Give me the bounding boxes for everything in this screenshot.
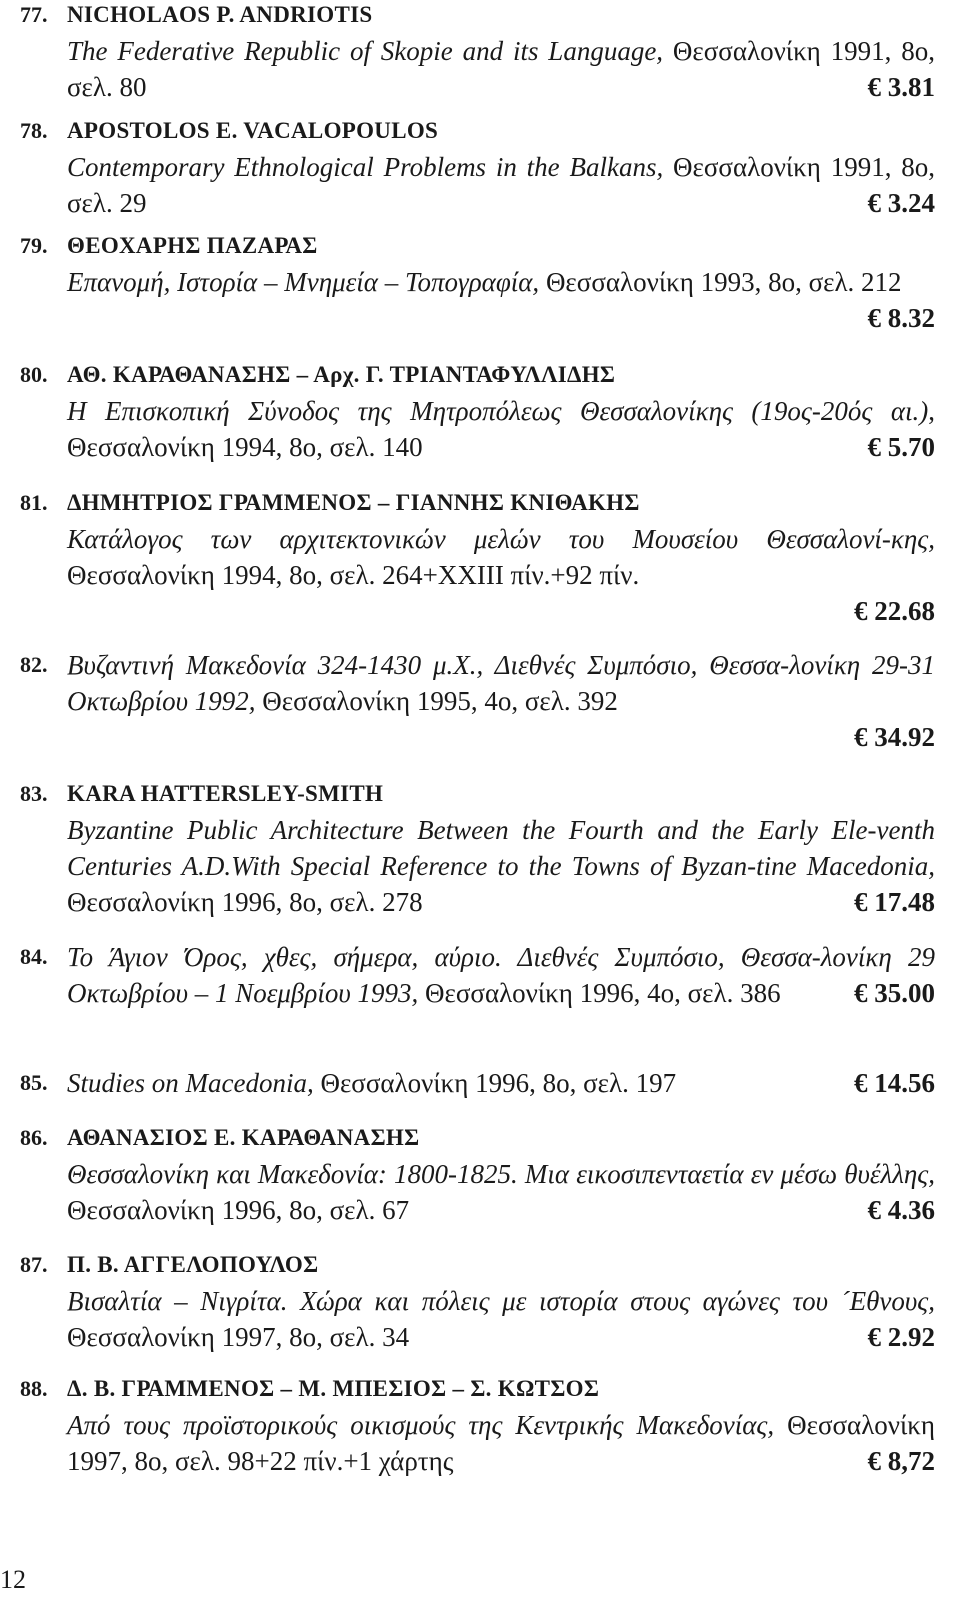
entry-details: Θεσσαλονίκη 1991, 8ο, σελ. 29 xyxy=(67,152,935,218)
catalog-entry-82 xyxy=(20,647,935,755)
entry-price: € 3.81 xyxy=(867,72,935,102)
entry-number: 79. xyxy=(20,233,48,258)
entry-title: The Federative Republic of Skopie and its Language, xyxy=(67,36,664,66)
entry-title: Το Άγιον Όρος, χθες, σήμερα, αύριο. Διεθνές Συμπόσιο, Θεσσα-λονίκη 29 Οκτωβρίου – 1 Νοεμβρίου 1993, xyxy=(67,942,935,1008)
entry-title: Βισαλτία – Νιγρίτα. Χώρα και πόλεις με ιστορία στους αγώνες του ´Εθνους, xyxy=(67,1286,935,1316)
entry-number: 78. xyxy=(20,118,48,143)
entry-title: Επανομή, Ιστορία – Μνημεία – Τοπογραφία, xyxy=(67,267,540,297)
catalog-entry-81 xyxy=(20,485,935,629)
entry-price: € 5.70 xyxy=(867,432,935,462)
entry-description xyxy=(67,33,935,105)
entry-price: € 35.00 xyxy=(854,978,935,1008)
entry-price: € 8,72 xyxy=(867,1446,935,1476)
entry-number: 82. xyxy=(20,652,48,677)
entry-number: 85. xyxy=(20,1070,48,1095)
entry-author: APOSTOLOS E. VACALOPOULOS xyxy=(67,118,439,143)
entry-author: ΑΘΑΝΑΣΙΟΣ Ε. ΚΑΡΑΘΑΝΑΣΗΣ xyxy=(67,1125,420,1150)
catalog-entry-86 xyxy=(20,1120,935,1228)
entry-details: Θεσσαλονίκη 1996, 8ο, σελ. 197 xyxy=(313,1068,677,1098)
entry-number: 88. xyxy=(20,1376,48,1401)
entry-details: Θεσσαλονίκη 1991, 8ο, σελ. 80 xyxy=(67,36,935,102)
page-number: 12 xyxy=(0,1565,26,1594)
entry-details: Θεσσαλονίκη 1997, 8ο, σελ. 98+22 πίν.+1 χάρτης xyxy=(67,1410,935,1476)
entry-number: 86. xyxy=(20,1125,48,1150)
entry-number: 77. xyxy=(20,2,48,27)
entry-number: 80. xyxy=(20,362,48,387)
entry-author: ΘΕΟΧΑΡΗΣ ΠΑΖΑΡΑΣ xyxy=(67,233,318,258)
entry-number: 83. xyxy=(20,781,48,806)
entry-description xyxy=(67,939,935,1011)
entry-description xyxy=(67,647,935,719)
entry-price: € 8.32 xyxy=(867,303,935,333)
entry-author: ΔΗΜΗΤΡΙΟΣ ΓΡΑΜΜΕΝΟΣ – ΓΙΑΝΝΗΣ ΚΝΙΘΑΚΗΣ xyxy=(67,490,640,515)
entry-number: 81. xyxy=(20,490,48,515)
entry-description xyxy=(67,1283,935,1355)
catalog-entry-85 xyxy=(20,1065,935,1101)
entry-title: Byzantine Public Architecture Between the Fourth and the Early Ele-venth Centuries A.D.With Special Reference to the Towns of Byzan-tine Macedonia, xyxy=(67,815,935,881)
entry-details: Θεσσαλονίκη 1995, 4ο, σελ. 392 xyxy=(255,686,618,716)
entry-number: 87. xyxy=(20,1252,48,1277)
catalog-entry-79 xyxy=(20,228,935,336)
entry-title: Θεσσαλονίκη και Μακεδονία: 1800-1825. Μια εικοσιπενταετία εν μέσω θυέλλης, xyxy=(67,1159,935,1189)
entry-details: Θεσσαλονίκη 1994, 8ο, σελ. 264+XXIII πίν.+92 πίν. xyxy=(67,560,640,590)
entry-author: NICHOLAOS P. ANDRIOTIS xyxy=(67,2,373,27)
entry-description xyxy=(67,393,935,465)
entry-details: Θεσσαλονίκη 1996, 8ο, σελ. 67 xyxy=(67,1195,410,1225)
entry-number: 84. xyxy=(20,944,48,969)
entry-title: Contemporary Ethnological Problems in the Balkans, xyxy=(67,152,664,182)
entry-price: € 3.24 xyxy=(867,188,935,218)
entry-title: Studies on Macedonia, xyxy=(67,1068,314,1098)
entry-price: € 17.48 xyxy=(854,887,935,917)
catalog-entry-87 xyxy=(20,1247,935,1355)
entry-description xyxy=(67,812,935,920)
entry-price: € 22.68 xyxy=(854,596,935,626)
entry-price: € 4.36 xyxy=(867,1195,935,1225)
entry-title: Κατάλογος των αρχιτεκτονικών μελών του Μουσείου Θεσσαλονί-κης, xyxy=(67,524,935,554)
entry-author: ΑΘ. ΚΑΡΑΘΑΝΑΣΗΣ – Αρχ. Γ. ΤΡΙΑΝΤΑΦΥΛΛΙΔΗΣ xyxy=(67,362,616,387)
entry-price: € 2.92 xyxy=(867,1322,935,1352)
entry-description xyxy=(67,264,935,333)
entry-title: Η Επισκοπική Σύνοδος της Μητροπόλεως Θεσσαλονίκης (19ος-20ός αι.) xyxy=(67,396,929,426)
entry-author: KARA HATTERSLEY-SMITH xyxy=(67,781,384,806)
entry-author: Π. Β. ΑΓΓΕΛΟΠΟΥΛΟΣ xyxy=(67,1252,319,1277)
entry-title: Από τους προϊστορικούς οικισμούς της Κεντρικής Μακεδονίας, xyxy=(67,1410,775,1440)
catalog-entry-83 xyxy=(20,776,935,920)
entry-price: € 34.92 xyxy=(854,722,935,752)
catalog-entry-78 xyxy=(20,113,935,221)
entry-author: Δ. Β. ΓΡΑΜΜΕΝΟΣ – Μ. ΜΠΕΣΙΟΣ – Σ. ΚΩΤΣΟΣ xyxy=(67,1376,600,1401)
entry-details: Θεσσαλονίκη 1997, 8ο, σελ. 34 xyxy=(67,1322,410,1352)
catalog-entry-84 xyxy=(20,939,935,1011)
entry-description xyxy=(67,149,935,221)
entry-details: , Θεσσαλονίκη 1994, 8ο, σελ. 140 xyxy=(67,396,935,462)
entry-details: Θεσσαλονίκη 1996, 4ο, σελ. 386 xyxy=(418,978,781,1008)
entry-description xyxy=(67,521,935,593)
entry-title: Βυζαντινή Μακεδονία 324-1430 μ.Χ., Διεθνές Συμπόσιο, Θεσσα-λονίκη 29-31 Οκτωβρίου 1992, xyxy=(67,650,935,716)
catalog-entry-88 xyxy=(20,1371,935,1479)
entry-price: € 14.56 xyxy=(854,1068,935,1098)
entry-description xyxy=(67,1065,935,1101)
catalog-entry-80 xyxy=(20,357,935,465)
catalog-entry-77 xyxy=(20,0,935,105)
entry-description xyxy=(67,1407,935,1479)
entry-details: Θεσσαλονίκη 1993, 8ο, σελ. 212 xyxy=(539,267,902,297)
entry-description xyxy=(67,1156,935,1228)
entry-details: Θεσσαλονίκη 1996, 8ο, σελ. 278 xyxy=(67,887,423,917)
